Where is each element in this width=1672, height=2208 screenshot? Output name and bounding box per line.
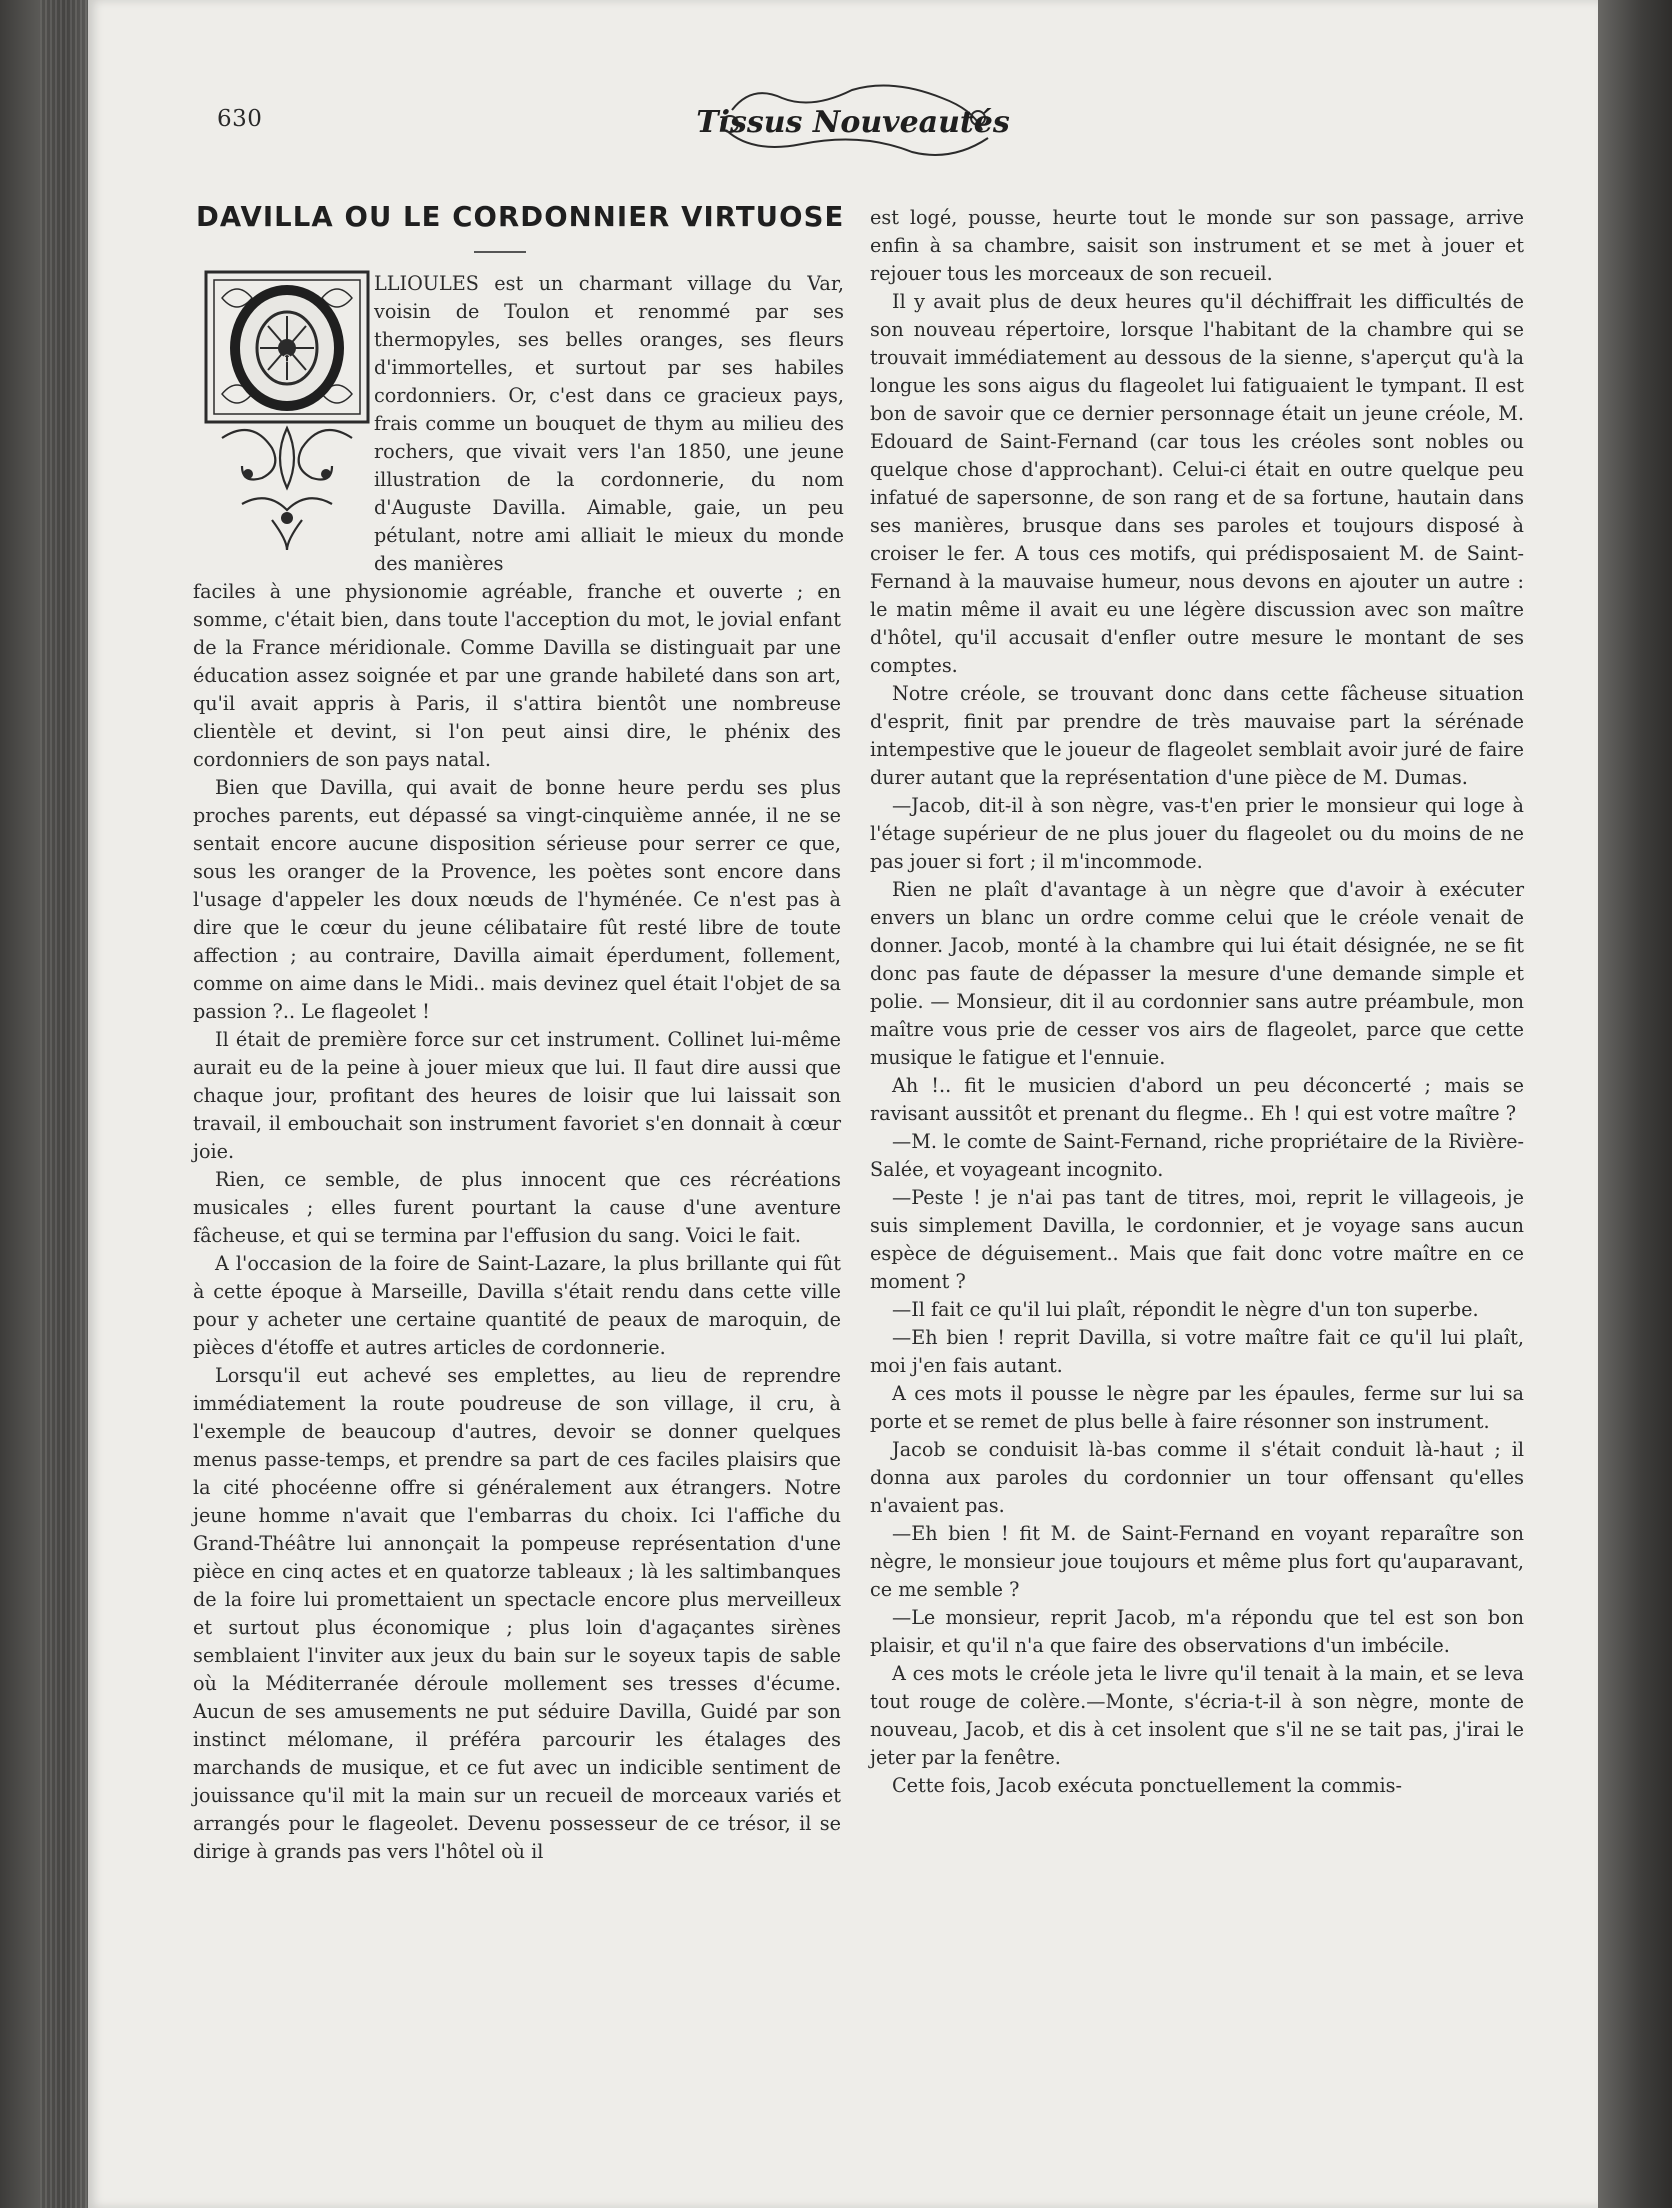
- drop-cap-illustration: [202, 268, 372, 556]
- paragraph-intro: LLIOULES est un charmant village du Var, voisin de Toulon et renommé par ses thermopyles, ses belles oranges, ses fleurs d'immortelles, et surtout par ses habiles cordonniers. Or, c'est dans ce gracieux pays, frais comme un bouquet de thym au milieu des rochers, que vivait vers l'an 1850, une jeune illustration de la cordonnerie, du nom d'Auguste Davilla. Aimable, gaie, un peu pétulant, notre ami alliait le mieux du monde des manières: [374, 272, 844, 575]
- paragraph-intro-continued: faciles à une physionomie agréable, franche et ouverte ; en somme, c'était bien, dans toute l'acception du mot, le jovial enfant de la France méridionale. Comme Davilla se distinguait par une éducation assez soignée et par une grande habileté dans son art, qu'il avait appris à Paris, il s'attira bientôt une nombreuse clientèle et devint, si l'on peut ainsi dire, le phénix des cordonniers de son pays natal.: [193, 580, 841, 771]
- paragraph: Rien, ce semble, de plus innocent que ces récréations musicales ; elles furent pourtant la cause d'une aventure fâcheuse, et qui se termina par l'effusion du sang. Voici le fait.: [193, 1168, 841, 1247]
- paragraph: —Peste ! je n'ai pas tant de titres, moi, reprit le villageois, je suis simplement Davilla, le cordonnier, et je voyage sans aucun espèce de déguisement.. Mais que fait donc votre maître en ce moment ?: [870, 1186, 1524, 1293]
- paragraph: A ces mots il pousse le nègre par les épaules, ferme sur lui sa porte et se remet de plus belle à faire résonner son instrument.: [870, 1382, 1524, 1433]
- page-number: 630: [217, 106, 263, 132]
- masthead-logo: [696, 80, 1010, 162]
- drop-cap-letter: O: [282, 354, 292, 365]
- paragraph: Cette fois, Jacob exécuta ponctuellement la commis-: [892, 1774, 1402, 1797]
- article-title: DAVILLA OU LE CORDONNIER VIRTUOSE: [196, 201, 845, 233]
- paragraph: A l'occasion de la foire de Saint-Lazare, la plus brillante qui fût à cette époque à Marseille, Davilla s'était rendu dans cette ville pour y acheter une certaine quantité de peaux de maroquin, de pièces d'étoffe et autres articles de cordonnerie.: [193, 1252, 841, 1359]
- paragraph: A ces mots le créole jeta le livre qu'il tenait à la main, et se leva tout rouge de colère.—Monte, s'écria-t-il à son nègre, monte de nouveau, Jacob, et dis à cet insolent que s'il ne se tait pas, j'irai le jeter par la fenêtre.: [870, 1662, 1524, 1769]
- paragraph: Il y avait plus de deux heures qu'il déchiffrait les difficultés de son nouveau répertoire, lorsque l'habitant de la chambre qui se trouvait immédiatement au dessous de la sienne, s'aperçut qu'à la longue les sons aigus du flageolet lui fatiguaient le tympant. Il est bon de savoir que ce dernier personnage était un jeune créole, M. Edouard de Saint-Fernand (car tous les créoles sont nobles ou quelque chose d'approchant). Celui-ci était en outre quelque peu infatué de sapersonne, de son rang et de sa fortune, hautain dans ses manières, brusque dans ses paroles et toujours disposé à croiser le fer. A tous ces motifs, qui prédisposaient M. de Saint-Fernand à la mauvaise humeur, nous devons en ajouter un autre : le matin même il avait eu une légère discussion avec son maître d'hôtel, qu'il accusait d'enfler outre mesure le montant de ses comptes.: [870, 290, 1524, 677]
- paragraph: —M. le comte de Saint-Fernand, riche propriétaire de la Rivière-Salée, et voyageant incognito.: [870, 1130, 1524, 1181]
- masthead-ornament: [696, 80, 1010, 162]
- paragraph: est logé, pousse, heurte tout le monde sur son passage, arrive enfin à sa chambre, saisit son instrument et se met à jouer et rejouer tous les morceaux de son recueil.: [870, 206, 1524, 285]
- paragraph: Rien ne plaît d'avantage à un nègre que d'avoir à exécuter envers un blanc un ordre comme celui que le créole venait de donner. Jacob, monté à la chambre qui lui était désignée, ne se fit donc pas faute de dépasser la mesure d'une demande simple et polie. — Monsieur, dit il au cordonnier sans autre préambule, mon maître vous prie de cesser vos airs de flageolet, parce que cette musique le fatigue et l'ennuie.: [870, 878, 1524, 1069]
- paragraph: Ah !.. fit le musicien d'abord un peu déconcerté ; mais se ravisant aussitôt et prenant du flegme.. Eh ! qui est votre maître ?: [870, 1074, 1524, 1125]
- paragraph: —Le monsieur, reprit Jacob, m'a répondu que tel est son bon plaisir, et qu'il n'a que faire des observations d'un imbécile.: [870, 1606, 1524, 1657]
- paragraph: Jacob se conduisit là-bas comme il s'était conduit là-haut ; il donna aux paroles du cordonnier un tour offensant qu'elles n'avaient pas.: [870, 1438, 1524, 1517]
- paragraph: Il était de première force sur cet instrument. Collinet lui-même aurait eu de la peine à jouer mieux que lui. Il faut dire aussi que chaque jour, profitant des heures de loisir que lui laissait son travail, il embouchait son instrument favoriet s'en donnait à cœur joie.: [193, 1028, 841, 1163]
- right-column: [870, 204, 1524, 1800]
- dropcap-paragraph: [374, 270, 844, 578]
- paragraph: —Jacob, dit-il à son nègre, vas-t'en prier le monsieur qui loge à l'étage supérieur de ne plus jouer du flageolet ou du moins de ne pas jouer si fort ; il m'incommode.: [870, 794, 1524, 873]
- paragraph: Notre créole, se trouvant donc dans cette fâcheuse situation d'esprit, finit par prendre de très mauvaise part la sérénade intempestive que le joueur de flageolet semblait avoir juré de faire durer autant que la représentation d'une pièce de M. Dumas.: [870, 682, 1524, 789]
- left-column: [193, 578, 841, 1866]
- book-binding-right: [1595, 0, 1672, 2208]
- title-divider: [474, 251, 526, 253]
- paragraph: Lorsqu'il eut achevé ses emplettes, au lieu de reprendre immédiatement la route poudreuse de son village, il cru, à l'exemple de beaucoup d'autres, devoir se donner quelques menus passe-temps, et prendre sa part de ces faciles plaisirs que la cité phocéenne offre si généralement aux étrangers. Notre jeune homme n'avait que l'embarras du choix. Ici l'affiche du Grand-Théâtre lui annonçait la pompeuse représentation d'une pièce en cinq actes et en quatorze tableaux ; là les saltimbanques de la foire lui promettaient un spectacle encore plus merveilleux et surtout plus économique ; plus loin d'agaçantes sirènes semblaient l'inviter aux jeux du bain sur le soyeux tapis de sable où la Méditerranée déroule mollement ses tresses d'écume. Aucun de ses amusements ne put séduire Davilla, Guidé par son instinct mélomane, il préféra parcourir les étalages des marchands de musique, et ce fut avec un indicible sentiment de jouissance qu'il mit la main sur un recueil de morceaux variés et arrangés pour le flageolet. Devenu possesseur de ce trésor, il se dirige à grands pas vers l'hôtel où il: [193, 1364, 841, 1863]
- paragraph: —Il fait ce qu'il lui plaît, répondit le nègre d'un ton superbe.: [892, 1298, 1479, 1321]
- drop-cap-ornament: [202, 268, 372, 556]
- masthead-text: Tissus Nouveautés: [696, 105, 1010, 140]
- paragraph: —Eh bien ! reprit Davilla, si votre maître fait ce qu'il lui plaît, moi j'en fais autant.: [870, 1326, 1524, 1377]
- paragraph: Bien que Davilla, qui avait de bonne heure perdu ses plus proches parents, eut dépassé sa vingt-cinquième année, il ne se sentait encore aucune disposition sérieuse pour serrer ce que, sous les oranger de la Provence, les poètes sont encore dans l'usage d'appeler les doux nœuds de l'hyménée. Ce n'est pas à dire que le cœur du jeune célibataire fût resté libre de toute affection ; au contraire, Davilla aimait éperdument, follement, comme on aime dans le Midi.. mais devinez quel était l'objet de sa passion ?.. Le flageolet !: [193, 776, 841, 1023]
- paragraph: —Eh bien ! fit M. de Saint-Fernand en voyant reparaître son nègre, le monsieur joue toujours et même plus fort qu'auparavant, ce me semble ?: [870, 1522, 1524, 1601]
